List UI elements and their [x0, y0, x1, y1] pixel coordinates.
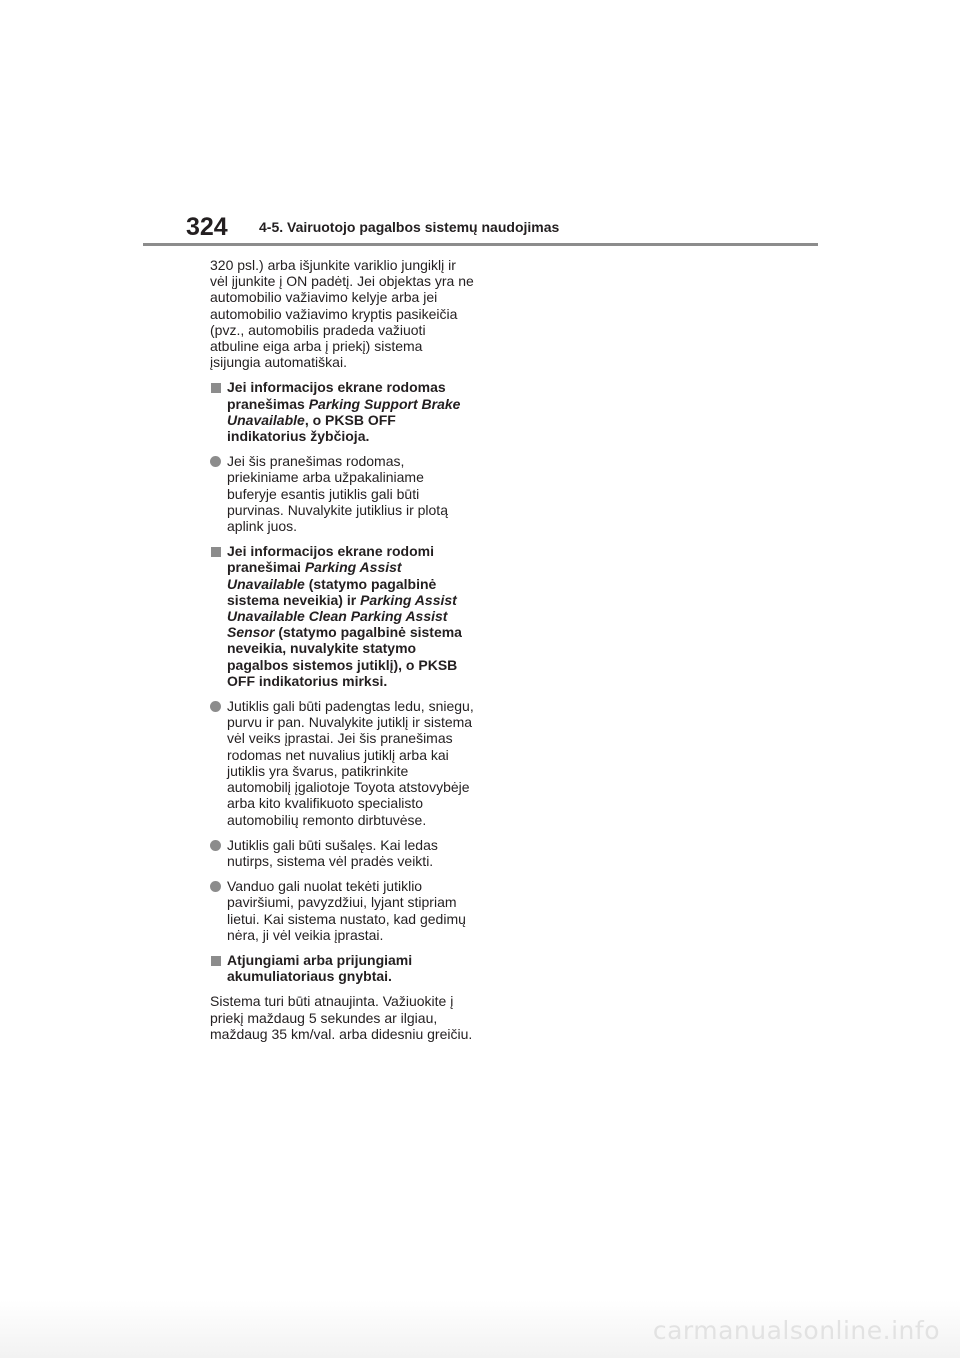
section-heading-parking-assist-unavailable	[210, 543, 474, 689]
watermark-text: carmanualsonline.info	[652, 1316, 940, 1345]
bullet-text: Vanduo gali nuolat tekėti jutiklio paviršiumi, pavyzdžiui, lyjant stipriam lietui. Kai sistema nustato, kad gedimų nėra, ji vėl veikia įprastai.	[227, 878, 466, 943]
circle-bullet-icon	[210, 456, 221, 467]
square-marker-icon	[211, 547, 221, 557]
heading-text: Atjungiami arba prijungiami akumuliatoriaus gnybtai.	[227, 951, 413, 985]
square-marker-icon	[211, 956, 221, 966]
bullet-item	[210, 453, 474, 534]
page-header	[0, 0, 960, 250]
bullet-item	[210, 698, 474, 828]
message-name: Parking Assist Unavailable Clean Parking Assist Sensor	[227, 591, 457, 641]
section-heading-pksb-unavailable	[210, 379, 474, 444]
intro-paragraph: 320 psl.) arba išjunkite variklio jungiklį ir vėl įjunkite į ON padėtį. Jei objektas yra ne automobilio važiavimo kelyje arba jei automobilio važiavimo kryptis pasikeičia (pvz., automobilis pradeda važiuoti atbuline eiga arba į priekį) sistema įsijungia automatiškai.	[210, 257, 474, 371]
heading-text: Jei informacijos ekrane rodomi pranešimai	[227, 543, 434, 576]
message-name: Parking Support Brake Unavailable	[227, 395, 461, 428]
bullet-text: Jutiklis gali būti padengtas ledu, sniegu, purvu ir pan. Nuvalykite jutiklį ir sistema vėl veiks įprastai. Jei šis pranešimas rodomas net nuvalius jutiklį arba kai jutiklis yra švarus, patikrinkite automobilį įgaliotoje Toyota atstovybėje arba kito kvalifikuoto specialisto automobilių remonto dirbtuvėse.	[227, 698, 474, 828]
heading-text: Jei informacijos ekrane rodomas pranešimas	[227, 379, 446, 412]
circle-bullet-icon	[210, 701, 221, 712]
section-heading-battery-terminals	[210, 952, 474, 984]
heading-text: (statymo pagalbinė sistema neveikia) ir	[227, 575, 437, 608]
closing-paragraph: Sistema turi būti atnaujinta. Važiuokite į priekį maždaug 5 sekundes ar ilgiau, maždaug 35 km/val. arba didesniu greičiu.	[210, 993, 473, 1042]
bullet-item	[210, 878, 474, 943]
section-title: 4-5. Vairuotojo pagalbos sistemų naudojimas	[259, 219, 560, 235]
page-body	[210, 257, 474, 1051]
bullet-text: Jei šis pranešimas rodomas, priekiniame arba užpakaliniame buferyje esantis jutiklis gali būti purvinas. Nuvalykite jutiklius ir plotą aplink juos.	[227, 453, 448, 535]
header-divider	[143, 243, 818, 246]
bullet-text: Jutiklis gali būti sušalęs. Kai ledas nutirps, sistema vėl pradės veikti.	[227, 836, 438, 869]
circle-bullet-icon	[210, 840, 221, 851]
bullet-item	[210, 837, 474, 869]
heading-text: (statymo pagalbinė sistema neveikia, nuvalykite statymo pagalbos sistemos jutiklį), o PKSB OFF indikatorius mirksi.	[227, 624, 462, 689]
heading-text: , o PKSB OFF indikatorius žybčioja.	[227, 411, 396, 445]
message-name: Parking Assist Unavailable	[227, 559, 402, 592]
page-number: 324	[186, 213, 228, 241]
watermark-bar	[0, 1300, 960, 1358]
square-marker-icon	[211, 383, 221, 393]
circle-bullet-icon	[210, 881, 221, 892]
